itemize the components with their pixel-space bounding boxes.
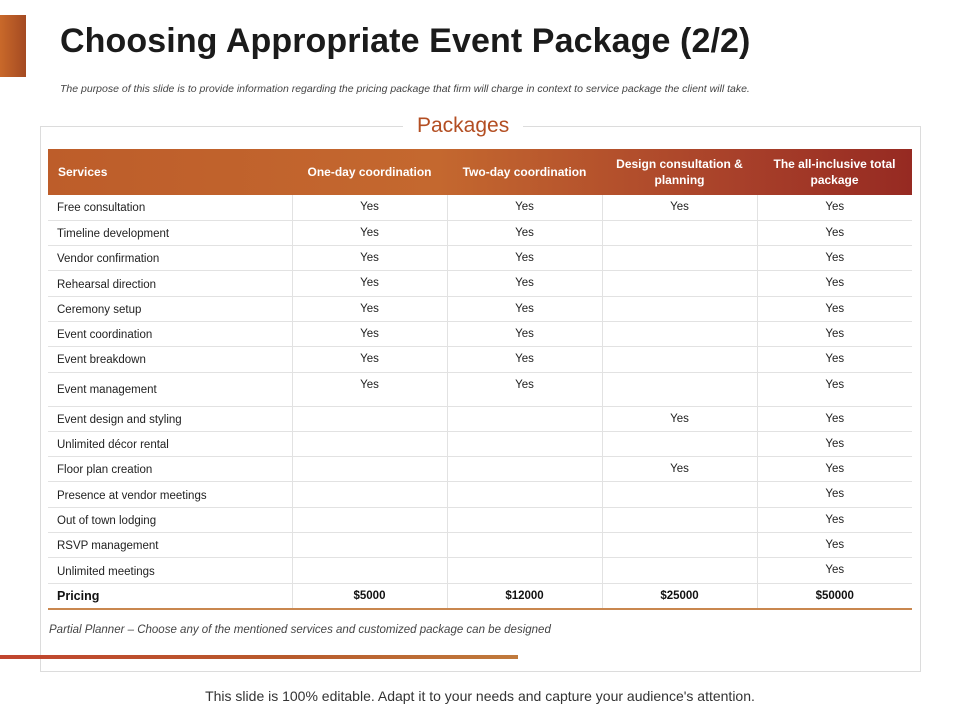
- table-row: [48, 271, 912, 296]
- table-cell: [447, 406, 602, 431]
- header-all-inclusive: The all-inclusive total package: [773, 157, 896, 187]
- table-cell: [602, 372, 757, 406]
- table-cell: Yes: [757, 372, 912, 406]
- table-cell: [602, 482, 757, 507]
- service-name: Ceremony setup: [57, 303, 142, 316]
- service-name: Vendor confirmation: [57, 253, 160, 266]
- service-name: Rehearsal direction: [57, 278, 157, 291]
- service-name: Timeline development: [57, 227, 170, 240]
- table-cell: Yes: [292, 246, 447, 271]
- table-row: [48, 507, 912, 532]
- table-cell: [292, 533, 447, 558]
- bottom-accent-line: [0, 655, 518, 659]
- table-row: [48, 347, 912, 372]
- table-cell: Yes: [757, 271, 912, 296]
- header-design: Design consultation & planning: [616, 157, 743, 187]
- table-cell: Yes: [447, 321, 602, 346]
- table-cell: [602, 558, 757, 583]
- table-cell: [447, 507, 602, 532]
- accent-bar: [0, 15, 26, 77]
- table-cell: [447, 558, 602, 583]
- header-two-day: Two-day coordination: [462, 165, 587, 179]
- table-row: [48, 457, 912, 482]
- table-cell: Yes: [757, 457, 912, 482]
- table-cell: [602, 296, 757, 321]
- table-cell: Yes: [292, 195, 447, 220]
- service-name: Event breakdown: [57, 354, 146, 367]
- table-cell: Yes: [447, 271, 602, 296]
- table-row: [48, 195, 912, 220]
- slide-subtitle: The purpose of this slide is to provide information regarding the pricing package that firm will charge in context to service package the client will take.: [60, 83, 750, 95]
- service-name: RSVP management: [57, 540, 159, 553]
- pricing-row: [48, 583, 912, 609]
- table-cell: Yes: [757, 406, 912, 431]
- table-cell: Yes: [292, 321, 447, 346]
- service-name: Event coordination: [57, 329, 153, 342]
- table-cell: [292, 406, 447, 431]
- service-name: Unlimited décor rental: [57, 439, 169, 452]
- table-cell: [602, 246, 757, 271]
- table-cell: Yes: [292, 372, 447, 406]
- packages-table: [48, 149, 912, 610]
- table-cell: Yes: [602, 406, 757, 431]
- table-cell: [292, 507, 447, 532]
- table-header-row: [48, 149, 912, 195]
- footer-text: This slide is 100% editable. Adapt it to your needs and capture your audience's attention.: [205, 688, 755, 704]
- price-one-day: $5000: [292, 583, 447, 609]
- table-cell: Yes: [757, 246, 912, 271]
- table-cell: Yes: [447, 220, 602, 245]
- table-cell: Yes: [447, 195, 602, 220]
- table-cell: Yes: [447, 347, 602, 372]
- table-row: [48, 220, 912, 245]
- table-cell: Yes: [757, 507, 912, 532]
- price-design: $25000: [602, 583, 757, 609]
- table-cell: [602, 220, 757, 245]
- table-row: [48, 406, 912, 431]
- table-cell: [292, 431, 447, 456]
- table-cell: Yes: [292, 296, 447, 321]
- table-row: [48, 431, 912, 456]
- table-cell: Yes: [602, 195, 757, 220]
- table-row: [48, 372, 912, 406]
- slide-title: Choosing Appropriate Event Package (2/2): [60, 22, 751, 60]
- table-cell: Yes: [447, 246, 602, 271]
- table-row: [48, 482, 912, 507]
- service-name: Out of town lodging: [57, 514, 157, 527]
- table-cell: [292, 482, 447, 507]
- table-cell: [602, 271, 757, 296]
- table-cell: Yes: [757, 347, 912, 372]
- price-all-inclusive: $50000: [757, 583, 912, 609]
- pricing-label: Pricing: [57, 588, 100, 603]
- table-cell: [292, 558, 447, 583]
- table-cell: Yes: [757, 482, 912, 507]
- table-cell: [447, 431, 602, 456]
- service-name: Free consultation: [57, 202, 146, 215]
- table-cell: Yes: [447, 372, 602, 406]
- table-cell: Yes: [757, 558, 912, 583]
- table-cell: [602, 347, 757, 372]
- header-services: Services: [58, 165, 108, 179]
- packages-title: Packages: [403, 114, 523, 138]
- service-name: Floor plan creation: [57, 464, 153, 477]
- service-name: Unlimited meetings: [57, 565, 155, 578]
- table-cell: Yes: [757, 321, 912, 346]
- price-two-day: $12000: [447, 583, 602, 609]
- table-row: [48, 321, 912, 346]
- table-cell: Yes: [757, 220, 912, 245]
- table-cell: Yes: [602, 457, 757, 482]
- table-cell: Yes: [292, 271, 447, 296]
- table-cell: Yes: [292, 347, 447, 372]
- table-cell: [292, 457, 447, 482]
- service-name: Presence at vendor meetings: [57, 489, 207, 502]
- service-name: Event design and styling: [57, 413, 182, 426]
- table-cell: Yes: [757, 195, 912, 220]
- table-row: [48, 296, 912, 321]
- table-cell: [602, 431, 757, 456]
- table-cell: Yes: [757, 431, 912, 456]
- table-cell: [447, 533, 602, 558]
- table-row: [48, 558, 912, 583]
- table-row: [48, 246, 912, 271]
- table-cell: [447, 457, 602, 482]
- table-cell: [602, 533, 757, 558]
- service-name: Event management: [57, 384, 157, 397]
- table-cell: Yes: [292, 220, 447, 245]
- table-cell: Yes: [447, 296, 602, 321]
- table-cell: [602, 321, 757, 346]
- table-cell: [602, 507, 757, 532]
- table-cell: Yes: [757, 533, 912, 558]
- table-cell: [447, 482, 602, 507]
- partial-planner-note: Partial Planner – Choose any of the mentioned services and customized package can be designed: [49, 624, 551, 636]
- header-one-day: One-day coordination: [307, 165, 432, 179]
- table-row: [48, 533, 912, 558]
- table-cell: Yes: [757, 296, 912, 321]
